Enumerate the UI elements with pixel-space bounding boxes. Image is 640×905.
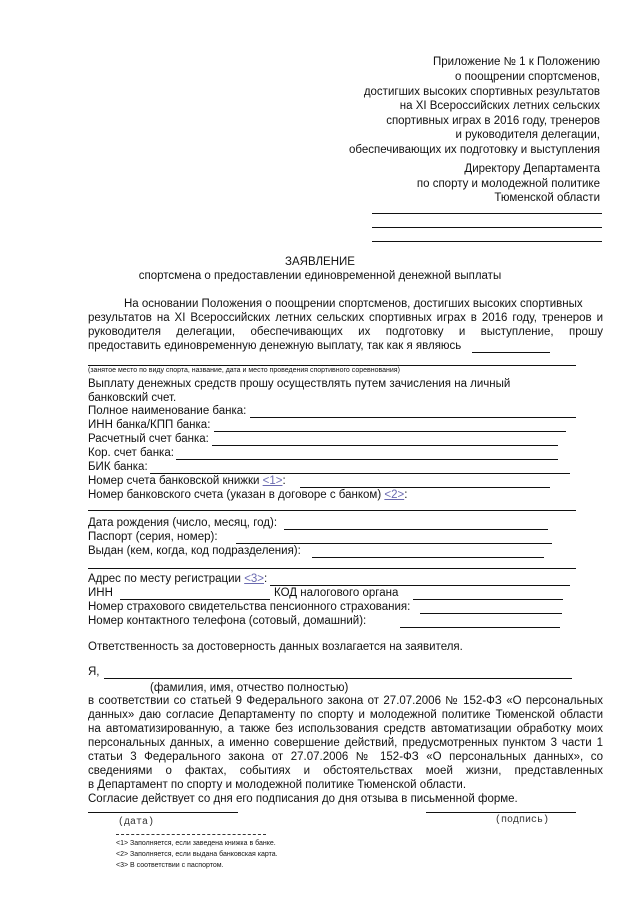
passport-label: Паспорт (серия, номер): xyxy=(88,531,218,543)
bank-account-field[interactable] xyxy=(212,445,558,446)
addressee-blank[interactable] xyxy=(372,241,602,242)
signature-field[interactable] xyxy=(426,812,576,813)
header-line: Приложение № 1 к Положению xyxy=(433,56,600,68)
signature-label: (подпись) xyxy=(495,815,550,826)
insurance-field[interactable] xyxy=(420,613,562,614)
book-number-row: Номер счета банковской книжки <1>: xyxy=(88,475,286,487)
addressee-line: Тюменской области xyxy=(494,192,600,204)
consent-term: Согласие действует со дня его подписания до дня отзыва в письменной форме. xyxy=(88,793,518,805)
account-number-row: Номер банковского счета (указан в договоре с банком) <2>: xyxy=(88,489,408,501)
tax-code-field[interactable] xyxy=(413,599,563,600)
payment-text: банковский счет. xyxy=(88,392,177,404)
intro-line: руководителя делегации, обеспечивающих их подготовку и выступление, прошу xyxy=(88,326,603,338)
consent-line: статьи 3 Федерального закона от 27.07.2006 № 152-ФЗ «О персональных данных», со xyxy=(88,751,603,763)
header-line: о поощрении спортсменов, xyxy=(454,71,600,83)
place-hint: (занятое место по виду спорта, название, дата и место проведения спортивного соревнования) xyxy=(88,367,400,374)
intro-line: результатов на XI Всероссийских летних сельских спортивных играх в 2016 году, тренеров и xyxy=(88,312,603,324)
date-field[interactable] xyxy=(88,812,238,813)
footnote-ref-3[interactable]: <3> xyxy=(244,573,265,585)
footnote-1: <1> Заполняется, если заведена книжка в банке. xyxy=(116,840,276,847)
i-label: Я, xyxy=(88,666,100,678)
header-line: достигших высоких спортивных результатов xyxy=(363,86,600,98)
payment-text: Выплату денежных средств прошу осуществлять путем зачисления на личный xyxy=(88,378,511,390)
book-number-field[interactable] xyxy=(300,487,550,488)
corr-account-field[interactable] xyxy=(176,459,558,460)
corr-account-label: Кор. счет банка: xyxy=(88,447,174,459)
addressee-blank[interactable] xyxy=(372,227,602,228)
footnote-ref-2[interactable]: <2> xyxy=(384,489,405,501)
bank-account-label: Расчетный счет банка: xyxy=(88,433,209,445)
document-subtitle: спортсмена о предоставлении единовременной денежной выплаты xyxy=(138,270,502,282)
addressee-line: Директору Департамента xyxy=(464,163,600,175)
bik-field[interactable] xyxy=(150,473,570,474)
address-field[interactable] xyxy=(270,585,570,586)
fio-hint: (фамилия, имя, отчество полностью) xyxy=(150,682,349,694)
consent-line: на автоматизированную, а также без использования средств автоматизации обработку моих xyxy=(88,723,603,735)
address-row: Адрес по месту регистрации <3>: xyxy=(88,573,268,585)
addressee-blank[interactable] xyxy=(372,213,602,214)
intro-line: предоставить единовременную денежную выплату, так как я являюсь xyxy=(88,340,462,352)
consent-line: сведениями о фактах, событиях и обстоятельствах моей жизни, представленных xyxy=(88,765,603,777)
account-number-label: Номер банковского счета (указан в договоре с банком) xyxy=(88,489,382,501)
consent-line: в Департамент по спорту и молодежной политике Тюменской области. xyxy=(88,779,467,791)
passport-field[interactable] xyxy=(236,543,552,544)
footnote-divider xyxy=(116,834,266,835)
date-label: (дата) xyxy=(118,817,155,828)
bik-label: БИК банка: xyxy=(88,461,148,473)
bank-inn-label: ИНН банка/КПП банка: xyxy=(88,419,211,431)
addressee-line: по спорту и молодежной политике xyxy=(416,178,600,190)
insurance-label: Номер страхового свидетельства пенсионного страхования: xyxy=(88,601,411,613)
address-label: Адрес по месту регистрации xyxy=(88,573,241,585)
footnote-2: <2> Заполняется, если выдана банковская карта. xyxy=(116,851,278,858)
issued-by-label: Выдан (кем, когда, код подразделения): xyxy=(88,545,301,557)
footnote-3: <3> В соответствии с паспортом. xyxy=(116,862,224,869)
issued-by-field[interactable] xyxy=(312,557,544,558)
bank-inn-field[interactable] xyxy=(214,431,566,432)
bank-name-label: Полное наименование банка: xyxy=(88,405,247,417)
inn-field[interactable] xyxy=(120,599,270,600)
birth-date-field[interactable] xyxy=(284,529,548,530)
consent-line: в соответствии со статьей 9 Федерального закона от 27.07.2006 № 152-ФЗ «О персональных xyxy=(88,695,603,707)
status-blank[interactable] xyxy=(472,352,550,353)
book-number-label: Номер счета банковской книжки xyxy=(88,475,260,487)
phone-label: Номер контактного телефона (сотовый, домашний): xyxy=(88,615,367,627)
header-line: на XI Всероссийских летних сельских xyxy=(399,100,600,112)
header-line: обеспечивающих их подготовку и выступления xyxy=(349,144,600,156)
responsibility-text: Ответственность за достоверность данных возлагается на заявителя. xyxy=(88,641,463,653)
bank-name-field[interactable] xyxy=(250,417,576,418)
phone-field[interactable] xyxy=(400,627,560,628)
birth-date-label: Дата рождения (число, месяц, год): xyxy=(88,517,278,529)
issued-by-field-2[interactable] xyxy=(88,568,576,569)
inn-label: ИНН xyxy=(88,587,113,599)
fio-field[interactable] xyxy=(104,678,572,679)
consent-line: данных» даю согласие Департаменту по спорту и молодежной политике Тюменской области xyxy=(88,709,603,721)
header-line: спортивных играх в 2016 году, тренеров xyxy=(386,115,600,127)
header-line: и руководителя делегации, xyxy=(455,129,600,141)
account-number-field[interactable] xyxy=(88,510,576,511)
tax-code-label: КОД налогового органа xyxy=(274,587,399,599)
intro-line: На основании Положения о поощрении спортсменов, достигших высоких спортивных xyxy=(124,298,583,310)
footnote-ref-1[interactable]: <1> xyxy=(262,475,283,487)
document-title: ЗАЯВЛЕНИЕ xyxy=(285,256,355,268)
consent-line: персональных данных, а именно совершение действий, предусмотренных пунктом 3 части 1 xyxy=(88,737,603,749)
place-blank[interactable] xyxy=(88,365,576,366)
